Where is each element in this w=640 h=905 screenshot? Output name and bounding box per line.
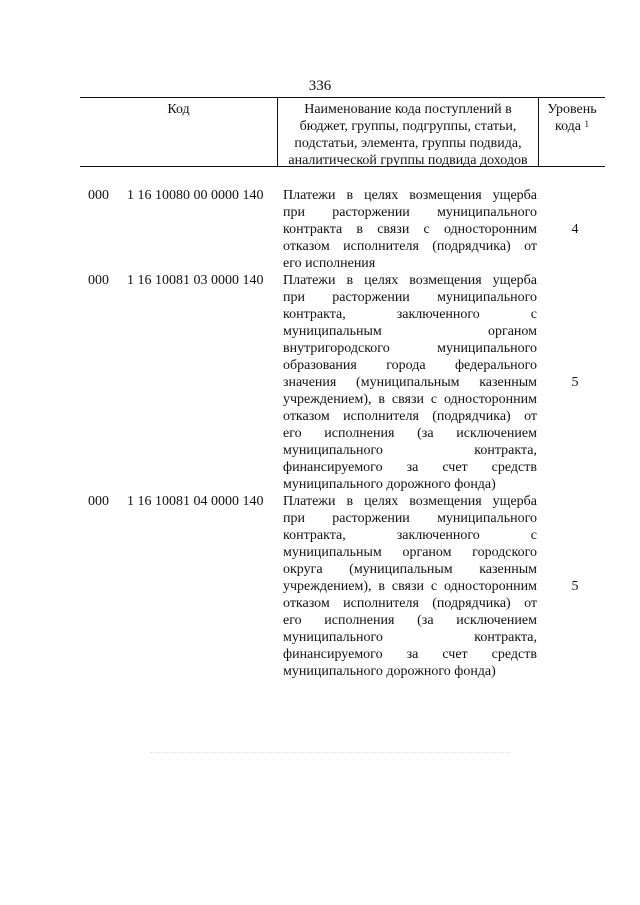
header-level-text: кода [554,119,582,134]
header-level [539,98,605,166]
row-name-line: муниципального контракта, [283,630,537,645]
row-name-line: Платежи в целях возмещения ущерба [283,188,537,203]
row-name-line: при расторжении муниципального [283,290,537,305]
row-revenue-code: 1 16 10081 03 0000 140 [127,273,264,288]
row-name-line: контракта, заключенного с [283,528,537,543]
row-admin-code: 000 [88,494,109,509]
header-level-line1: Уровень [547,102,597,117]
row-name-line: муниципального дорожного фонда) [283,664,496,679]
row-name-line: его исполнения (за исключением [283,426,537,441]
table-header [80,97,605,167]
row-name-line: отказом исполнителя (подрядчика) от [283,239,537,254]
row-name-line: муниципальным органом городского [283,545,537,560]
row-name-line: финансируемого за счет средств [283,647,537,662]
row-name [283,493,537,680]
row-name-line: его исполнения (за исключением [283,613,537,628]
row-name-line: муниципального контракта, [283,443,537,458]
row-level: 5 [571,375,579,390]
row-admin-code: 000 [88,273,109,288]
header-code: Код [167,102,190,117]
row-name-line: муниципального дорожного фонда) [283,477,496,492]
header-name-line: Наименование кода поступлений в [304,102,512,117]
row-name-line: его исполнения [283,256,376,271]
header-level-line2 [539,118,605,135]
scan-artifact [150,752,510,755]
row-name-line: отказом исполнителя (подрядчика) от [283,596,537,611]
row-name-line: округа (муниципальным казенным [283,562,537,577]
row-name-line: муниципальным органом [283,324,537,339]
row-name-line: контракта в связи с односторонним [283,222,537,237]
header-level-footnote: 1 [584,119,590,129]
row-name [283,187,537,272]
row-name [283,272,537,493]
header-name-line: аналитической группы подвида доходов [288,153,528,168]
row-name-line: отказом исполнителя (подрядчика) от [283,409,537,424]
row-name-line: Платежи в целях возмещения ущерба [283,273,537,288]
row-admin-code: 000 [88,188,109,203]
row-name-line: при расторжении муниципального [283,511,537,526]
header-name-line: бюджет, группы, подгруппы, статьи, [299,119,517,134]
row-name-line: финансируемого за счет средств [283,460,537,475]
row-level: 4 [571,222,579,237]
row-name-line: образования города федерального [283,358,537,373]
row-revenue-code: 1 16 10081 04 0000 140 [127,494,264,509]
row-revenue-code: 1 16 10080 00 0000 140 [127,188,264,203]
row-name-line: контракта, заключенного с [283,307,537,322]
page-number: 336 [308,78,332,94]
row-level: 5 [571,579,579,594]
header-name-line: подстатьи, элемента, группы подвида, [294,136,522,151]
row-name-line: Платежи в целях возмещения ущерба [283,494,537,509]
row-name-line: учреждением), в связи с односторонним [283,392,537,407]
row-name-line: значения (муниципальным казенным [283,375,537,390]
row-name-line: учреждением), в связи с односторонним [283,579,537,594]
header-name [277,98,539,166]
row-name-line: внутригородского муниципального [283,341,537,356]
row-name-line: при расторжении муниципального [283,205,537,220]
